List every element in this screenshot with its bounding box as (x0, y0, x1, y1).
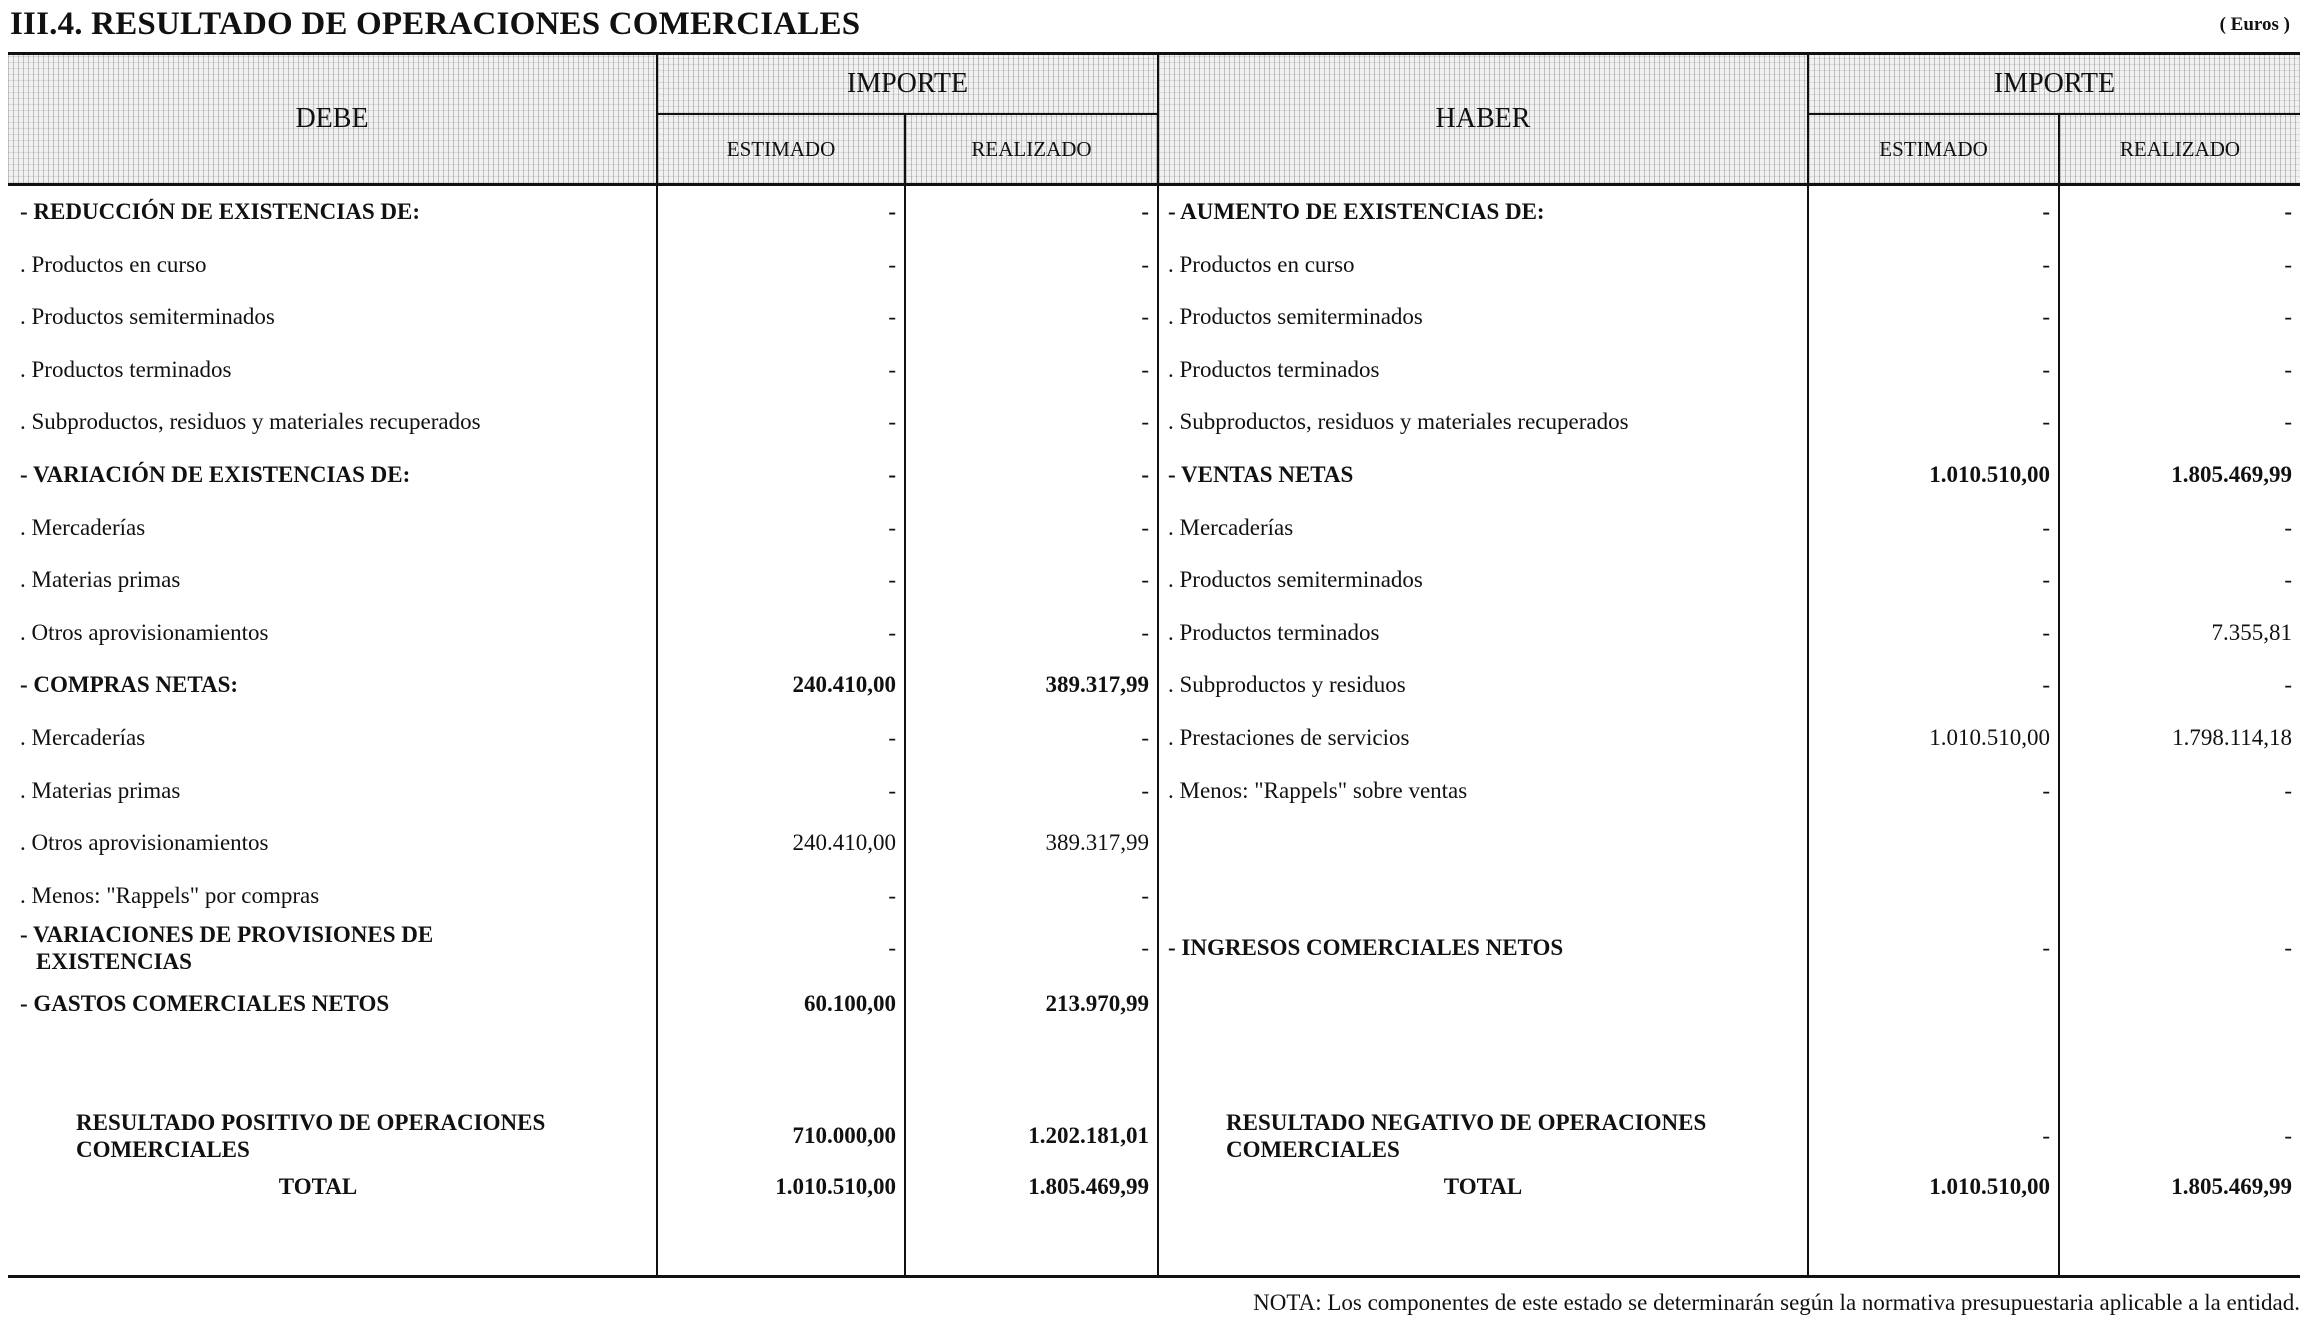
row-label: . Productos semiterminados (20, 304, 275, 330)
results-table (8, 52, 2300, 1278)
row-label: - GASTOS COMERCIALES NETOS (20, 991, 390, 1016)
row-label: - VARIACIÓN DE EXISTENCIAS DE: (20, 462, 411, 487)
estimado-value: - (888, 935, 896, 960)
row-label: - AUMENTO DE EXISTENCIAS DE: (1168, 199, 1545, 224)
realizado-value: 389.317,99 (1045, 830, 1149, 856)
row-label: . Productos en curso (1168, 251, 1355, 277)
realizado-header-left (906, 115, 1157, 183)
provisiones-label-1: - VARIACIONES DE PROVISIONES DE (20, 922, 434, 947)
table-row (8, 186, 2300, 238)
estimado-label-left: ESTIMADO (726, 136, 836, 161)
realizado-value: - (2284, 672, 2292, 698)
realizado-value: - (2284, 199, 2292, 224)
estimado-value: - (888, 777, 896, 803)
table-row (8, 917, 2300, 979)
resultado-negativo-label (1226, 1105, 1796, 1167)
estimado-value: - (2042, 777, 2050, 803)
estimado-label-right: ESTIMADO (1879, 136, 1988, 161)
estimado-value: - (888, 251, 896, 277)
importe-label-left: IMPORTE (846, 68, 969, 99)
realizado-value: - (2284, 251, 2292, 277)
realizado-value: - (2284, 514, 2292, 540)
page-title: III.4. RESULTADO DE OPERACIONES COMERCIALES (10, 6, 861, 42)
realizado-value: - (1141, 619, 1149, 645)
total-label-right: TOTAL (1443, 1174, 1523, 1199)
row-label: - REDUCCIÓN DE EXISTENCIAS DE: (20, 199, 421, 224)
realizado-value: 213.970,99 (1045, 991, 1149, 1016)
estimado-value: - (2042, 199, 2050, 224)
row-label: . Otros aprovisionamientos (20, 619, 269, 645)
estimado-value: - (888, 514, 896, 540)
estimado-value: - (888, 725, 896, 750)
row-label: . Productos semiterminados (1168, 304, 1423, 330)
estimado-value: - (2042, 672, 2050, 698)
row-label: . Materias primas (20, 777, 181, 803)
realizado-value: - (2284, 777, 2292, 803)
estimado-value: 240.410,00 (792, 830, 896, 856)
table-row (8, 659, 2300, 711)
row-label: . Mercaderías (20, 725, 146, 750)
estimado-header-left (658, 115, 904, 183)
row-label (20, 917, 650, 979)
realizado-value: - (1141, 251, 1149, 277)
row-label: . Menos: "Rappels" sobre ventas (1168, 777, 1468, 803)
realizado-value: - (1141, 777, 1149, 803)
rule (1809, 113, 2300, 115)
estimado-value: - (2042, 304, 2050, 330)
table-row (8, 817, 2300, 869)
debe-label: DEBE (295, 103, 369, 134)
realizado-value: - (1141, 304, 1149, 330)
estimado-value: - (2042, 1123, 2050, 1148)
provisiones-label-2: EXISTENCIAS (36, 949, 192, 974)
units-label: ( Euros ) (2219, 14, 2290, 35)
resultado-positivo-label (76, 1105, 646, 1167)
realizado-value: 1.805.469,99 (2171, 462, 2292, 487)
realizado-value: - (1141, 725, 1149, 750)
realizado-value: - (1141, 567, 1149, 593)
realizado-value: - (2284, 356, 2292, 382)
total-estimado-left: 1.010.510,00 (775, 1174, 896, 1199)
resultado-positivo-line-2: COMERCIALES (76, 1137, 250, 1162)
realizado-value: 1.202.181,01 (1028, 1123, 1149, 1148)
haber-label: HABER (1435, 103, 1531, 134)
estimado-value: 60.100,00 (804, 991, 896, 1016)
realizado-label-right: REALIZADO (2119, 136, 2241, 161)
estimado-value: - (888, 304, 896, 330)
estimado-value (1809, 870, 2058, 922)
realizado-value: - (1141, 409, 1149, 435)
table-row (8, 291, 2300, 343)
row-label (1168, 817, 1798, 869)
estimado-value: - (888, 567, 896, 593)
realizado-value: - (2284, 304, 2292, 330)
realizado-label-left: REALIZADO (971, 136, 1092, 161)
realizado-value: - (1141, 199, 1149, 224)
realizado-value (2060, 870, 2300, 922)
debe-header (8, 55, 656, 183)
row-label: . Productos semiterminados (1168, 567, 1423, 593)
realizado-value: - (2284, 409, 2292, 435)
total-label-left: TOTAL (278, 1174, 358, 1199)
realizado-value: 7.355,81 (2211, 619, 2292, 645)
realizado-value: 389.317,99 (1045, 672, 1149, 698)
realizado-value: - (2284, 567, 2292, 593)
rule (658, 113, 1157, 115)
table-row (8, 239, 2300, 291)
realizado-value: - (1141, 356, 1149, 382)
estimado-value: - (2042, 356, 2050, 382)
table-row (8, 712, 2300, 764)
estimado-value (1809, 817, 2058, 869)
estimado-value: - (888, 462, 896, 487)
realizado-value: - (1141, 935, 1149, 960)
estimado-value: - (2042, 409, 2050, 435)
resultado-negativo-line-2: COMERCIALES (1226, 1137, 1400, 1162)
estimado-header-right (1809, 115, 2058, 183)
row-label: . Otros aprovisionamientos (20, 830, 269, 856)
realizado-value: - (1141, 882, 1149, 908)
resultado-positivo-line-1: RESULTADO POSITIVO DE OPERACIONES (76, 1110, 546, 1135)
row-label (1168, 870, 1798, 922)
row-label: . Productos terminados (1168, 619, 1380, 645)
realizado-value: - (1141, 514, 1149, 540)
table-row (8, 449, 2300, 501)
table-row (8, 396, 2300, 448)
resultado-negativo-line-1: RESULTADO NEGATIVO DE OPERACIONES (1226, 1110, 1707, 1135)
row-label: . Materias primas (20, 567, 181, 593)
row-label: . Prestaciones de servicios (1168, 725, 1410, 750)
realizado-value: 1.798.114,18 (2172, 725, 2292, 750)
importe-label-right: IMPORTE (1993, 68, 2116, 99)
total-realizado-left: 1.805.469,99 (1028, 1174, 1149, 1199)
estimado-value: - (2042, 514, 2050, 540)
row-label: . Productos terminados (20, 356, 232, 382)
realizado-value: - (1141, 462, 1149, 487)
table-row (8, 765, 2300, 817)
row-label: . Productos en curso (20, 251, 207, 277)
row-label: . Subproductos, residuos y materiales recuperados (1168, 409, 1629, 435)
row-label: . Mercaderías (20, 514, 146, 540)
realizado-value: - (2284, 1123, 2292, 1148)
row-label: . Menos: "Rappels" por compras (20, 882, 320, 908)
row-label: . Subproductos, residuos y materiales recuperados (20, 409, 481, 435)
importe-header-left (658, 55, 1157, 113)
total-row (8, 1165, 2300, 1209)
estimado-value: - (888, 199, 896, 224)
table-row (8, 870, 2300, 922)
realizado-header-right (2060, 115, 2300, 183)
estimado-value: - (888, 619, 896, 645)
estimado-value: - (888, 882, 896, 908)
estimado-value: 240.410,00 (792, 672, 896, 698)
estimado-value: 710.000,00 (792, 1123, 896, 1148)
row-label: . Subproductos y residuos (1168, 672, 1406, 698)
realizado-value (2060, 817, 2300, 869)
estimado-value: - (2042, 935, 2050, 960)
row-label: - INGRESOS COMERCIALES NETOS (1168, 935, 1564, 960)
estimado-value: - (2042, 619, 2050, 645)
table-row (8, 554, 2300, 606)
table-row (8, 607, 2300, 659)
row-label: - COMPRAS NETAS: (20, 672, 239, 698)
table-row (8, 502, 2300, 554)
realizado-value: - (2284, 935, 2292, 960)
total-estimado-right: 1.010.510,00 (1929, 1174, 2050, 1199)
row-label: - VENTAS NETAS (1168, 462, 1354, 487)
table-row (8, 1105, 2300, 1167)
estimado-value: - (888, 356, 896, 382)
total-realizado-right: 1.805.469,99 (2171, 1174, 2292, 1199)
importe-header-right (1809, 55, 2300, 113)
footer-note: NOTA: Los componentes de este estado se determinarán según la normativa presupuestaria aplicable a la entidad. (1253, 1290, 2300, 1315)
table-row (8, 979, 2300, 1029)
estimado-value: - (2042, 567, 2050, 593)
estimado-value: - (2042, 251, 2050, 277)
haber-header (1159, 55, 1807, 183)
estimado-value: 1.010.510,00 (1929, 725, 2050, 750)
estimado-value: - (888, 409, 896, 435)
row-label: . Productos terminados (1168, 356, 1380, 382)
estimado-value: 1.010.510,00 (1929, 462, 2050, 487)
table-row (8, 344, 2300, 396)
row-label: . Mercaderías (1168, 514, 1294, 540)
